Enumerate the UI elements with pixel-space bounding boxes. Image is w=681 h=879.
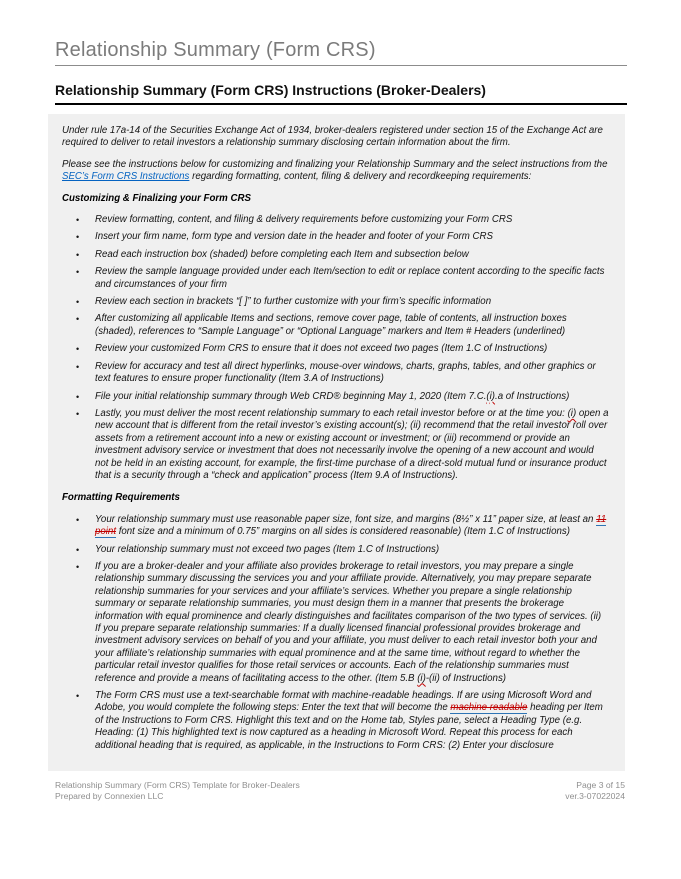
instruction-box [48,114,625,771]
bullet-text: If you are a broker-dealer and your affiliate also provides brokerage to retail investors, you may prepare a single relationship summary discussing the services you and your affiliate provide. Alternatively, you may prepare separate relationship summaries for your services and your affiliate’s services. Whether you prepare a single relationship summary or separate relationship summaries, you must design them in a manner that presents the brokerage information with equal prominence and clearly distinguishes and facilitates comparison of the two types of services. (ii) If you prepare separate relationship summaries: If a dually licensed financial professional provides brokerage and investment advisory services on behalf of you and your affiliate, you must deliver to each retail investor both your and your affiliate’s relationship summaries with equal prominence and at the same time, without regard to whether the particular retail investor qualifies for those retail services or accounts. Each of the relationship summaries must reference and provide a means of facilitating access to the other. (Item 5.B [95,560,602,684]
sec-form-crs-instructions-link[interactable]: SEC’s Form CRS Instructions [62,171,190,183]
bullet-text: heading per Item of the Instructions to Form CRS. Highlight this text and on the Home tab, Styles pane, select a Heading Type (e.g. Heading: (1) This highlighted text is now captured as a heading in Microsoft Word. Repeat this process for each additional heading that is required, as applicable, in the Instructions to Form CRS: (2) Enter your disclosure [95,702,603,751]
spellcheck-flag: (i) [486,390,496,402]
bullet-item [62,313,609,338]
bullet-item [62,544,609,556]
bullet-text: open a new account that is different from the retail investor’s existing account(s); (ii) recommend that the retail investor roll over assets from a retirement account into a new or existing account or investment; or (iii) recommend or provide an investment advisory service or investment that does not necessarily involve the opening of a new account and would not be held in an existing account, for example, the first-time purchase of a direct-sold mutual fund or insurance product that is a security through a “check and application” process (Item 9.A of Instructions). [95,407,609,481]
intro-paragraph-2-text-after: regarding formatting, content, filing & delivery and recordkeeping requirements: [189,171,532,183]
bullet-item [62,231,609,243]
customizing-bullet-list [62,214,609,482]
intro-paragraph-2 [62,159,609,184]
bullet-item [62,690,609,752]
intro-paragraph-2-text: Please see the instructions below for customizing and finalizing your Relationship Summary and the select instructions from the [62,158,608,170]
page-header-title: Relationship Summary (Form CRS) [55,38,627,66]
bullet-text: Read each instruction box (shaded) before completing each Item and subsection below [95,248,469,260]
formatting-bullet-list [62,514,609,752]
bullet-text: Review formatting, content, and filing & delivery requirements before customizing your Form CRS [95,214,513,226]
bullet-text: After customizing all applicable Items and sections, remove cover page, table of contents, all instruction boxes (shaded), references to “Sample Language” or “Optional Language” markers and Item # Headers (underlined) [95,313,567,337]
document-page [0,38,681,879]
bullet-text: Review for accuracy and test all direct hyperlinks, mouse-over windows, charts, graphs, tables, and other graphics or text features to ensure proper functionality (Item 3.A of Instructions) [95,360,596,385]
spellcheck-flag: (i) [567,407,577,419]
bullet-item [62,514,609,539]
footer-left [55,780,300,801]
bullet-item [62,266,609,291]
bullet-item [62,408,609,482]
bullet-text: Your relationship summary must not exceed two pages (Item 1.C of Instructions) [95,543,440,555]
tracked-deletion: 11 point [95,513,607,538]
bullet-text: File your initial relationship summary through Web CRD® beginning May 1, 2020 (Item 7.C. [95,390,487,402]
bullet-item [62,343,609,355]
section-heading-customizing: Customizing & Finalizing your Form CRS [62,192,251,204]
bullet-text: Lastly, you must deliver the most recent relationship summary to each retail investor before or at the time you: [95,407,568,419]
bullet-text: Your relationship summary must use reasonable paper size, font size, and margins (8½” x 11” paper size, at least an [95,513,597,525]
bullet-item [62,296,609,308]
bullet-item [62,561,609,685]
bullet-item [62,214,609,226]
footer-page-number: Page 3 of 15 [576,780,625,791]
footer-template-name: Relationship Summary (Form CRS) Template for Broker-Dealers [55,780,300,791]
tracked-deletion: machine readable [450,702,528,714]
bullet-text: Insert your firm name, form type and version date in the header and footer of your Form CRS [95,231,493,243]
section-heading-formatting: Formatting Requirements [62,492,180,504]
bullet-text: The Form CRS must use a text-searchable format with machine-readable headings. If are using Microsoft Word and Adobe, you would complete the following steps: Enter the text that will become the [95,690,592,714]
bullet-text: font size and a minimum of 0.75” margins on all sides is considered reasonable) (Item 1.C of Instructions) [116,526,570,538]
footer-right [565,780,625,801]
footer-version: ver.3-07022024 [565,790,625,801]
bullet-text: .a of Instructions) [495,390,570,402]
intro-paragraph-1: Under rule 17a-14 of the Securities Exchange Act of 1934, broker-dealers registered under section 15 of the Exchange Act are required to deliver to retail investors a relationship summary disclosing certain information about the firm. [62,125,603,149]
bullet-item [62,361,609,386]
bullet-text: -(ii) of Instructions) [425,672,507,684]
bullet-item [62,391,609,403]
page-footer [55,780,625,801]
bullet-item [62,249,609,261]
footer-prepared-by: Prepared by Connexien LLC [55,790,164,801]
bullet-text: Review the sample language provided under each Item/section to edit or replace content according to the specific facts and circumstances of your firm [95,266,605,290]
bullet-text: Review each section in brackets “[ ]” to further customize with your firm’s specific information [95,296,492,308]
spellcheck-flag: (i) [417,672,426,684]
document-title: Relationship Summary (Form CRS) Instructions (Broker-Dealers) [55,81,627,105]
bullet-text: Review your customized Form CRS to ensure that it does not exceed two pages (Item 1.C of Instructions) [95,343,548,355]
